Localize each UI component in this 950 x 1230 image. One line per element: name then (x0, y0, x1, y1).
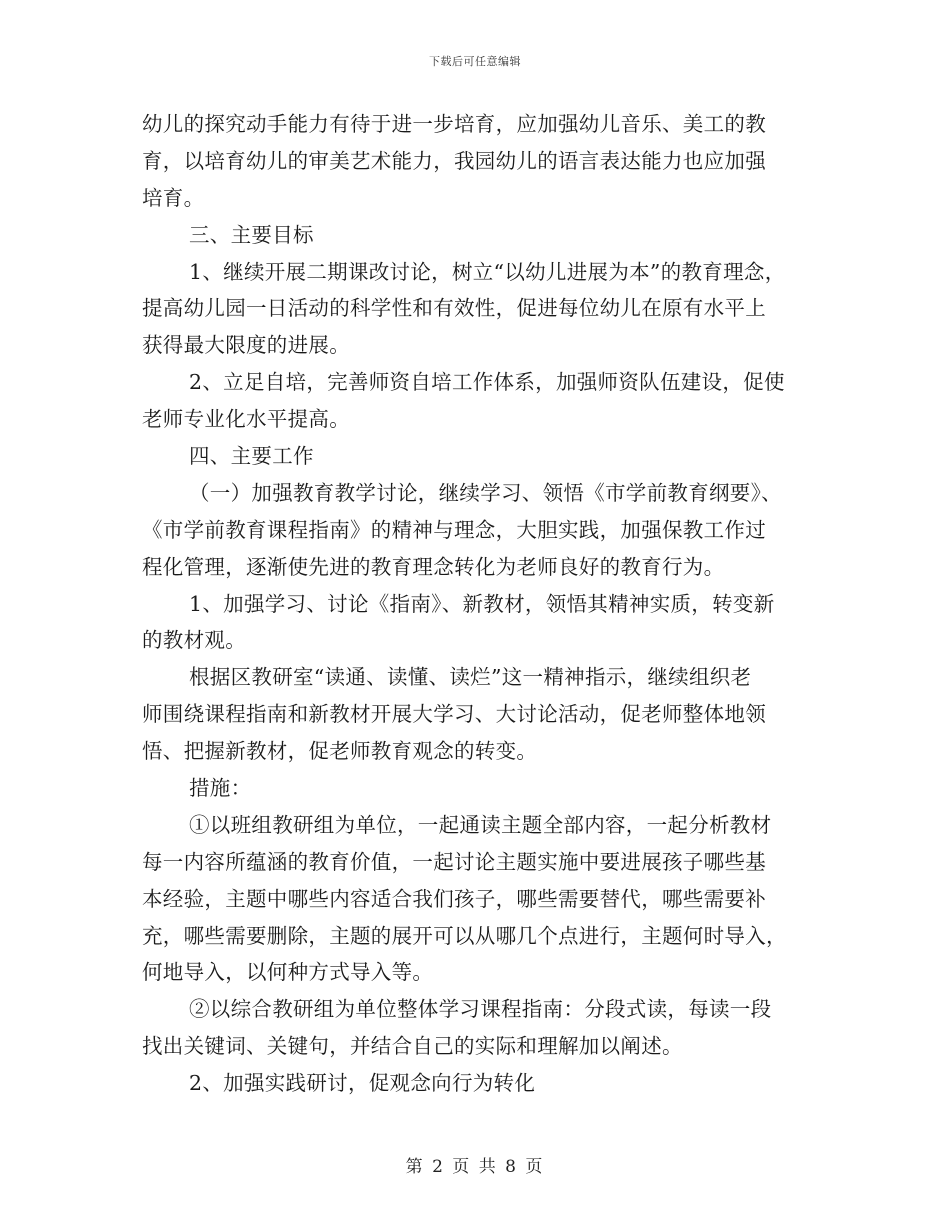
text-line: 培育。 (142, 185, 205, 210)
text-line: 本经验，主题中哪些内容适合我们孩子，哪些需要替代，哪些需要补 (142, 886, 766, 911)
text-line: 老师专业化水平提高。 (142, 407, 350, 432)
text-line: 程化管理，逐渐使先进的教育理念转化为老师良好的教育行为。 (142, 554, 725, 579)
page-footer: 第 2 页 共 8 页 (405, 1157, 545, 1177)
text-line: 获得最大限度的进展。 (142, 333, 350, 358)
text-line: 悟、把握新教材，促老师教育观念的转变。 (142, 739, 538, 764)
text-line: 措施： (189, 776, 252, 801)
page-header: 下载后可任意编辑 (429, 55, 521, 68)
text-line: 2、加强实践研讨，促观念向行为转化 (189, 1071, 536, 1096)
text-line: 的教材观。 (142, 628, 246, 653)
text-line: 每一内容所蕴涵的教育价值，一起讨论主题实施中要进展孩子哪些基 (142, 849, 766, 874)
text-line: 根据区教研室“读通、读懂、读烂”这一精神指示，继续组织老 (189, 665, 752, 690)
text-line: 1、继续开展二期课改讨论，树立“以幼儿进展为本”的教育理念， (189, 259, 786, 284)
text-line: 何地导入，以何种方式导入等。 (142, 960, 434, 985)
text-line: 找出关键词、关键句，并结合自己的实际和理解加以阐述。 (142, 1034, 683, 1059)
text-line: 育，以培育幼儿的审美艺术能力，我园幼儿的语言表达能力也应加强 (142, 148, 766, 173)
text-line: ②以综合教研组为单位整体学习课程指南：分段式读，每读一段 (189, 997, 772, 1022)
document-body (142, 106, 822, 1102)
text-line: 1、加强学习、讨论《指南》、新教材，领悟其精神实质，转变新 (189, 591, 775, 616)
text-line: 《市学前教育课程指南》的精神与理念，大胆实践，加强保教工作过 (142, 517, 766, 542)
section-heading: 四、主要工作 (189, 444, 314, 469)
text-line: （一）加强教育教学讨论，继续学习、领悟《市学前教育纲要》、 (189, 480, 782, 505)
text-line: 充，哪些需要删除，主题的展开可以从哪几个点进行，主题何时导入， (142, 923, 787, 948)
text-line: 提高幼儿园一日活动的科学性和有效性，促进每位幼儿在原有水平上 (142, 296, 766, 321)
text-line: ①以班组教研组为单位，一起通读主题全部内容，一起分析教材 (189, 812, 772, 837)
text-line: 幼儿的探究动手能力有待于进一步培育，应加强幼儿音乐、美工的教 (142, 112, 766, 136)
text-line: 师围绕课程指南和新教材开展大学习、大讨论活动，促老师整体地领 (142, 702, 766, 727)
section-heading: 三、主要目标 (189, 222, 314, 247)
text-line: 2、立足自培，完善师资自培工作体系，加强师资队伍建设，促使 (189, 370, 785, 395)
